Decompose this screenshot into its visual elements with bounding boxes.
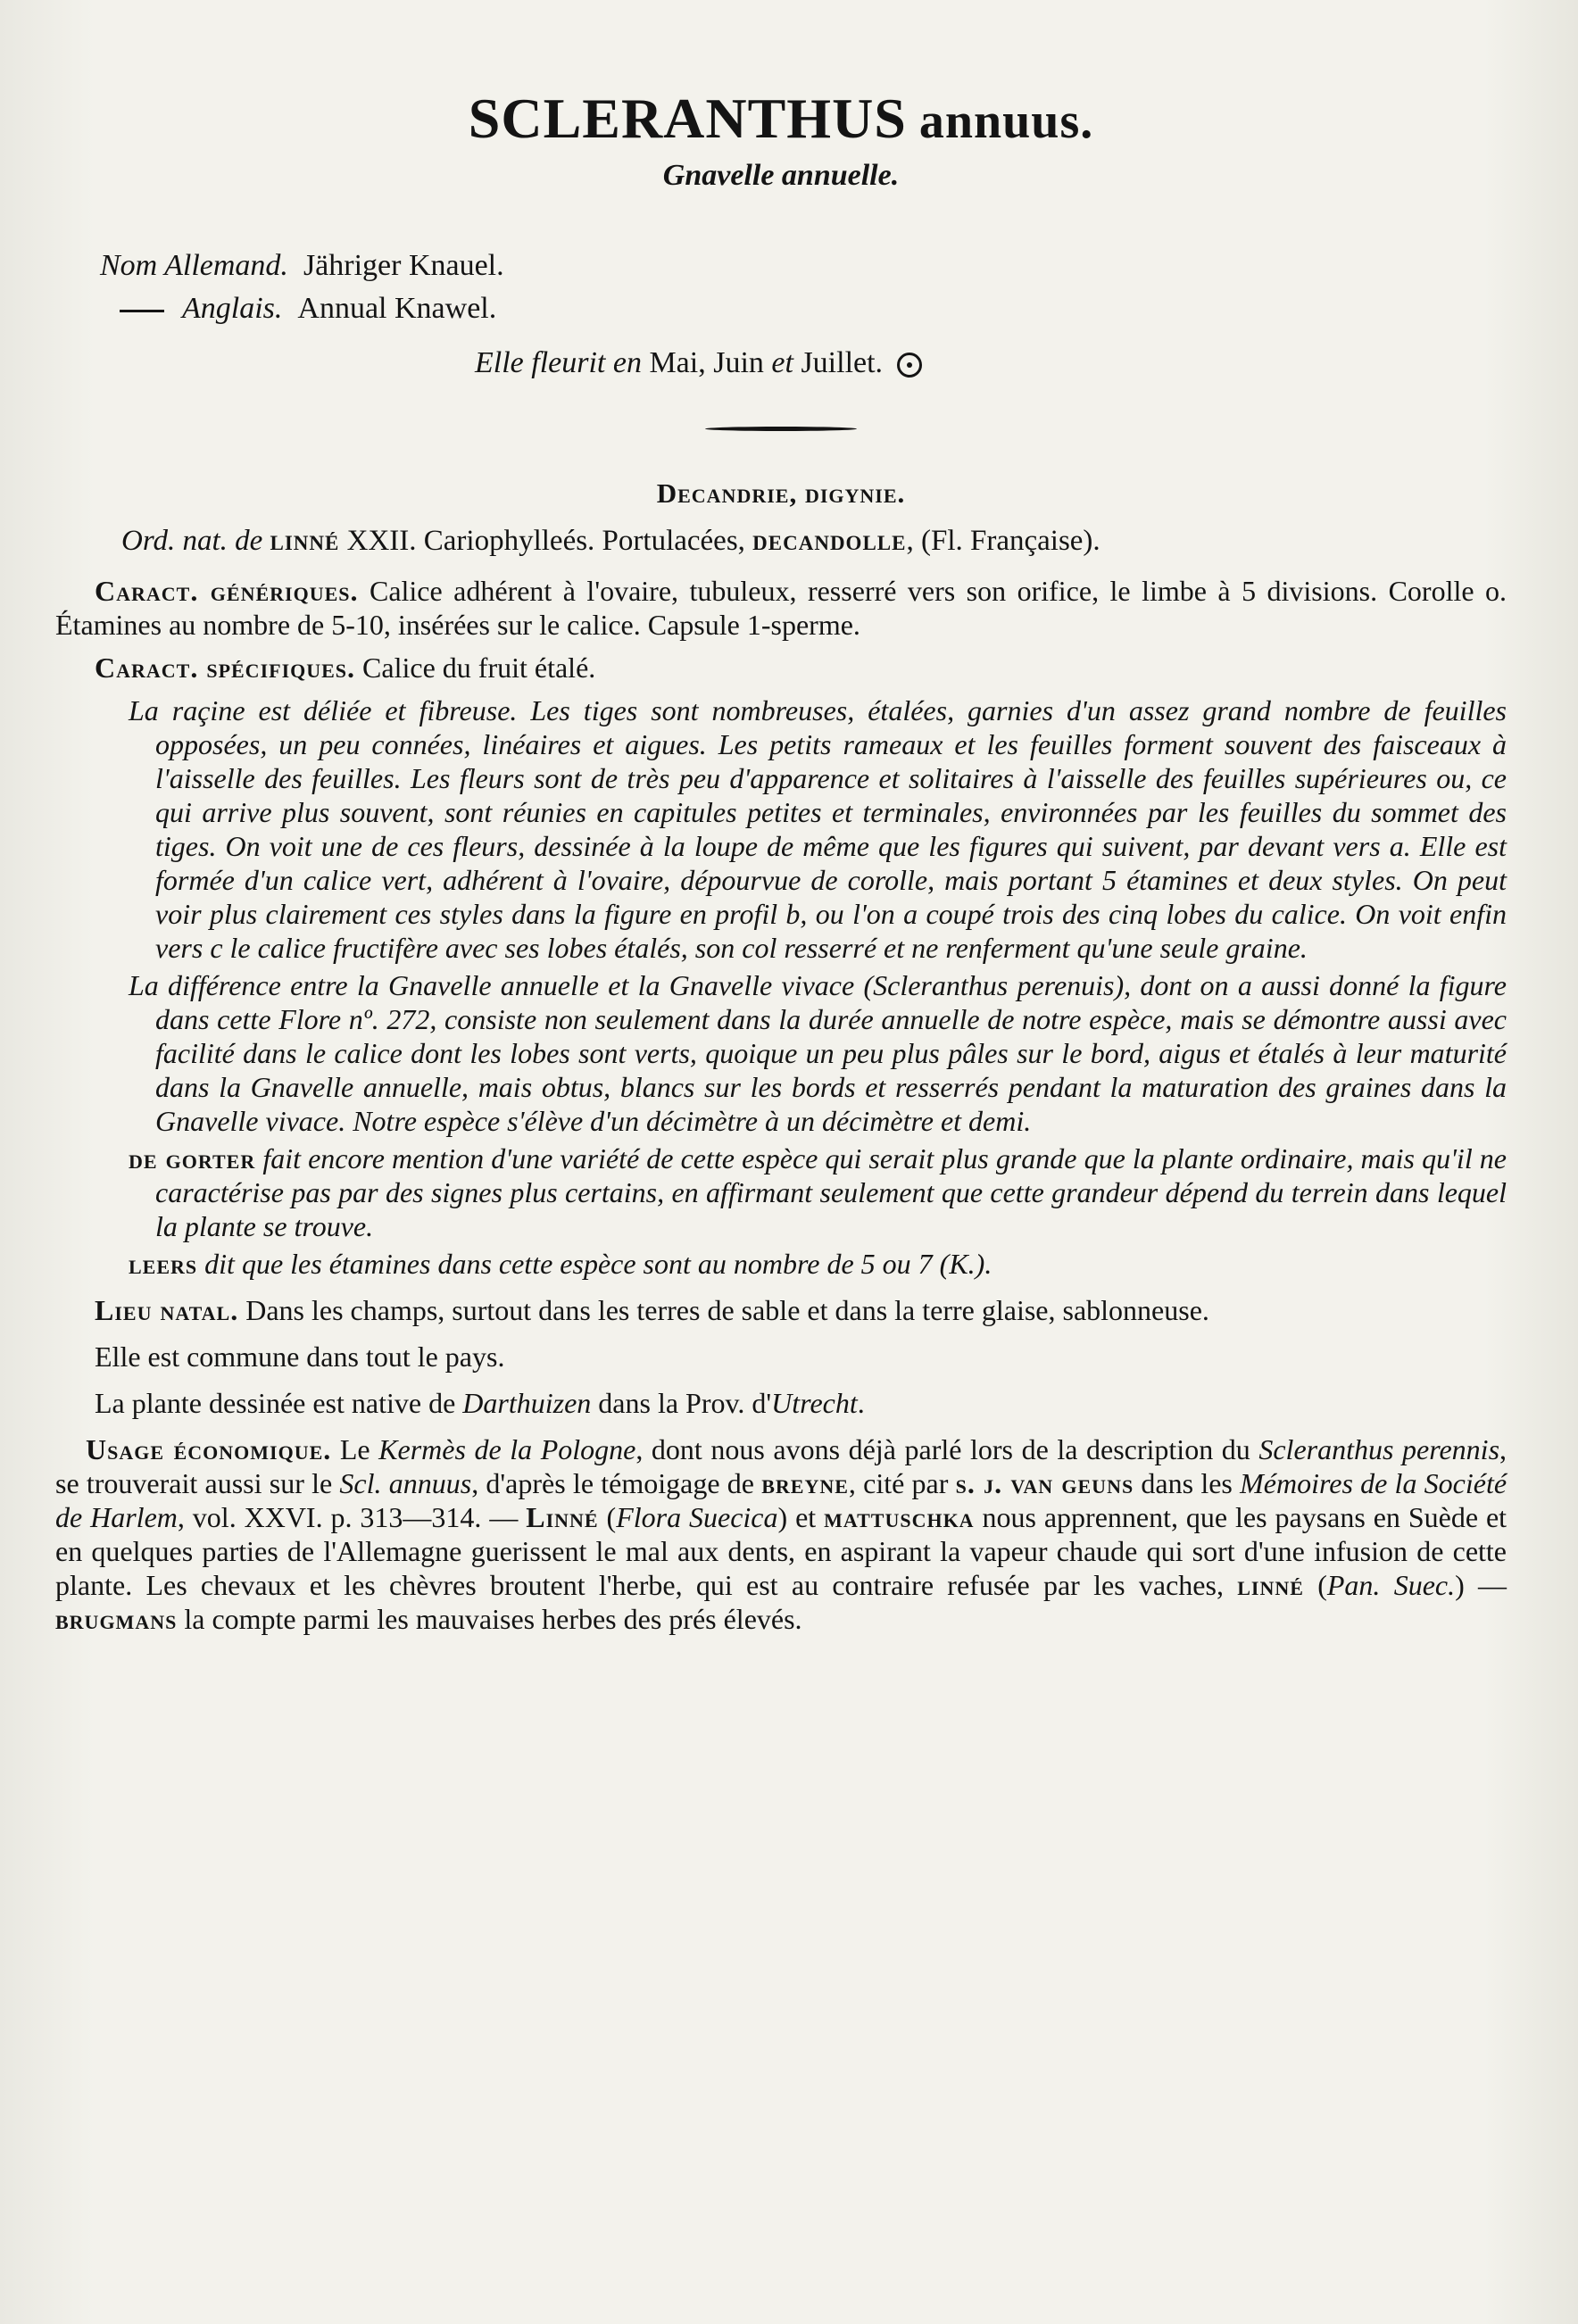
page-subtitle: Gnavelle annuelle. [662, 159, 900, 192]
specimen-origin: La plante dessinée est native de Darthuizen dans la Prov. d'Utrecht. [95, 1387, 865, 1419]
native-place-label: Lieu natal. [95, 1294, 239, 1326]
economic-usage-label: Usage économique. [86, 1433, 332, 1465]
ditto-dash [120, 310, 164, 312]
specific-characters: Caract. spécifiques. Calice du fruit étalé. [95, 652, 596, 684]
native-place: Lieu natal. Dans les champs, surtout dans les terres de sable et dans la terre glaise, sablonneuse. [95, 1294, 1209, 1326]
variety-paragraph: de gorter fait encore mention d'une variété de cette espèce qui serait plus grande que la plante ordinaire, mais qu'il ne caractérise pas par des signes plus certains, en affirmant seulement que cette grandeur dépend du terrein dans lequel la plante se trouve. [129, 1142, 1507, 1242]
common-names [100, 245, 1507, 330]
annual-symbol-icon [897, 353, 922, 378]
specific-label: Caract. spécifiques. [95, 652, 356, 684]
page-title [55, 86, 1507, 152]
german-name-label: Nom Allemand. [100, 249, 288, 282]
english-name-label: Anglais. [182, 292, 283, 325]
stamens-paragraph: leers dit que les étamines dans cette espèce sont au nombre de 5 ou 7 (K.). [129, 1248, 992, 1280]
flowering-period: Elle fleurit en Mai, Juin et Juillet. [475, 346, 1507, 380]
distribution-text: Elle est commune dans tout le pays. [95, 1340, 505, 1373]
section-heading: Decandrie, digynie. [656, 477, 906, 509]
description-paragraph: La raçine est déliée et fibreuse. Les tiges sont nombreuses, étalées, garnies d'un assez grand nombre de feuilles opposées, un peu connées, linéaires et aigues. Les petits rameaux et les feuilles forment souvent des faisceaux à l'aisselle des feuilles. Les fleurs sont de très peu d'apparence et solitaires à l'aisselle des feuilles supérieures ou, ce qui arrive plus souvent, sont réunies en capitules petites et terminales, environnées par les feuilles du sommet des tiges. On voit une de ces fleurs, dessinée à la loupe de même que les figures qui suivent, par devant vers a. Elle est formée d'un calice vert, adhérent à l'ovaire, dépourvue de corolle, mais portant 5 étamines et deux styles. On peut voir plus clairement ces styles dans la figure en profil b, ou l'on a coupé trois des cinq lobes du calice. On voit enfin vers c le calice fructifère avec ses lobes étalés, son col resserré et ne renferment qu'une seule graine. [129, 694, 1507, 964]
title-species: annuus. [918, 94, 1094, 149]
english-name-value: Annual Knawel. [297, 292, 497, 325]
german-name-row [100, 245, 1507, 287]
generic-label: Caract. génériques. [95, 575, 359, 607]
economic-usage: Usage économique. Le Kermès de la Pologne, dont nous avons déjà parlé lors de la description du Scleranthus perennis, se trouverait aussi sur le Scl. annuus, d'après le témoigage de breyne, cité par s. j. van geuns dans les Mémoires de la Société de Harlem, vol. XXVI. p. 313—314. — Linné (Flora Suecica) et mattuschka nous apprennent, que les paysans en Suède et en quelques parties de l'Allemagne guerissent le mal aux dents, en aspirant la vapeur chaude qui sort d'une infusion de cette plante. Les chevaux et les chèvres broutent l'herbe, qui est au contraire refusée par les vaches, linné (Pan. Suec.) — brugmans la compte parmi les mauvaises herbes des prés élevés. [55, 1433, 1507, 1635]
german-name-value: Jähriger Knauel. [303, 249, 504, 282]
title-genus: SCLERANTHUS [468, 87, 907, 150]
ornamental-rule [705, 427, 857, 431]
difference-paragraph: La différence entre la Gnavelle annuelle et la Gnavelle vivace (Scleranthus perenuis), dont on a aussi donné la figure dans cette Flore nº. 272, consiste non seulement dans la durée annuelle de notre espèce, mais se démontre aussi avec facilité dans le calice dont les lobes sont verts, quoique un peu plus pâles sur le bord, aigus et étalés à leur maturité dans la Gnavelle annuelle, mais obtus, blancs sur les bords et resserrés pendant la maturation des graines dans la Gnavelle vivace. Notre espèce s'élève d'un décimètre à un décimètre et demi. [129, 969, 1507, 1137]
natural-order: Ord. nat. de linné XXII. Cariophylleés. Portulacées, decandolle, (Fl. Française). [121, 525, 1100, 557]
english-name-row [120, 287, 1507, 330]
generic-characters: Caract. génériques. Calice adhérent à l'ovaire, tubuleux, resserré vers son orifice, le limbe à 5 divisions. Corolle o. Étamines au nombre de 5-10, insérées sur le calice. Capsule 1-sperme. [55, 575, 1507, 641]
